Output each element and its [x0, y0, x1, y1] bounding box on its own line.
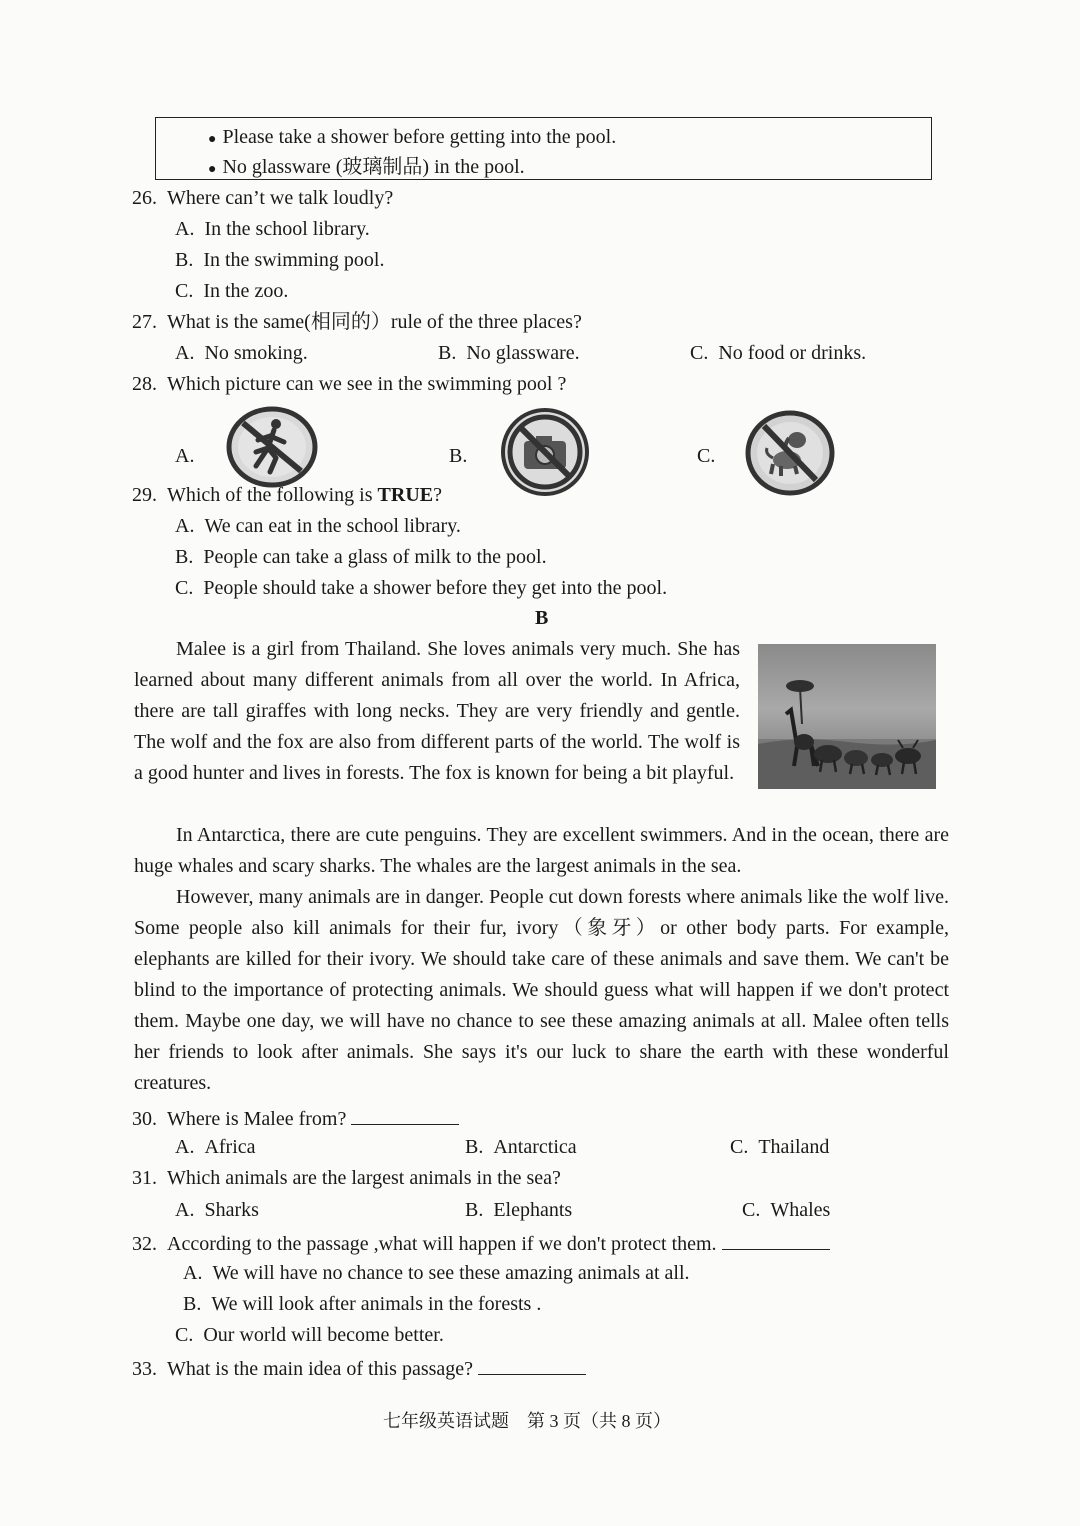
question-28: 28. Which picture can we see in the swimming pool ?	[132, 373, 567, 395]
option-26-a[interactable]: A. In the school library.	[175, 218, 370, 240]
no-dogs-icon[interactable]	[745, 410, 835, 502]
option-32-a[interactable]: A. We will have no chance to see these amazing animals at all.	[183, 1262, 690, 1284]
question-27: 27. What is the same(相同的）rule of the three places?	[132, 311, 582, 333]
bullet-icon: ●	[208, 162, 217, 177]
answer-blank-32[interactable]	[722, 1231, 830, 1250]
option-27-b[interactable]: B. No glassware.	[438, 342, 580, 364]
option-31-b[interactable]: B. Elephants	[465, 1199, 573, 1221]
option-26-c[interactable]: C. In the zoo.	[175, 280, 289, 302]
question-31: 31. Which animals are the largest animals in the sea?	[132, 1167, 561, 1189]
option-32-c[interactable]: C. Our world will become better.	[175, 1324, 444, 1346]
option-26-b[interactable]: B. In the swimming pool.	[175, 249, 385, 271]
no-camera-icon[interactable]	[500, 407, 590, 503]
question-32: 32. According to the passage ,what will happen if we don't protect them.	[132, 1231, 830, 1254]
question-29: 29. Which of the following is TRUE?	[132, 484, 442, 506]
option-31-a[interactable]: A. Sharks	[175, 1199, 259, 1221]
savanna-animals-photo	[758, 644, 936, 789]
option-28-a-label[interactable]: A.	[175, 445, 195, 467]
option-28-b-label[interactable]: B.	[449, 445, 468, 467]
option-27-c[interactable]: C. No food or drinks.	[690, 342, 867, 364]
option-29-a[interactable]: A. We can eat in the school library.	[175, 515, 461, 537]
section-b-heading: B	[535, 607, 549, 629]
option-27-a[interactable]: A. No smoking.	[175, 342, 308, 364]
option-30-a[interactable]: A. Africa	[175, 1136, 256, 1158]
option-29-b[interactable]: B. People can take a glass of milk to the pool.	[175, 546, 547, 568]
question-30: 30. Where is Malee from?	[132, 1106, 459, 1129]
passage-paragraphs-2-3: In Antarctica, there are cute penguins. They are excellent swimmers. And in the ocean, there are huge whales and scary sharks. The whales are the largest animals in the sea. However, many animals are in danger. People cut down forests where animals like the wolf live. Some people also kill animals for their fur, ivory（象牙）or other body parts. For example, elephants are killed for their ivory. We should take care of these animals and save them. We can't be blind to the importance of protecting animals. We should guess what will happen if we don't protect them. Maybe one day, we will have no chance to see these amazing animals at all. Malee often tells her friends to look after animals. She says it's our luck to share the earth with these wonderful creatures.	[134, 824, 949, 1094]
no-running-icon[interactable]	[226, 406, 318, 494]
option-29-c[interactable]: C. People should take a shower before they get into the pool.	[175, 577, 668, 599]
rule-item: ● No glassware (玻璃制品) in the pool.	[208, 156, 525, 178]
rule-item: ● Please take a shower before getting into the pool.	[208, 126, 617, 148]
option-30-b[interactable]: B. Antarctica	[465, 1136, 577, 1158]
option-31-c[interactable]: C. Whales	[742, 1199, 831, 1221]
option-30-c[interactable]: C. Thailand	[730, 1136, 830, 1158]
page-footer: 七年级英语试题 第 3 页（共 8 页）	[383, 1411, 671, 1431]
option-32-b[interactable]: B. We will look after animals in the forests .	[183, 1293, 542, 1315]
passage-paragraph-1: Malee is a girl from Thailand. She loves animals very much. She has learned about many different animals from all over the world. In Africa, there are tall giraffes with long necks. They are very friendly and gentle. The wolf and the fox are also from different parts of the world. The wolf is a good hunter and lives in forests. The fox is known for being a bit playful.	[134, 638, 740, 784]
answer-blank-33[interactable]	[478, 1356, 586, 1375]
bullet-icon: ●	[208, 132, 217, 147]
answer-blank-30[interactable]	[351, 1106, 459, 1125]
question-33: 33. What is the main idea of this passage?	[132, 1356, 586, 1379]
option-28-c-label[interactable]: C.	[697, 445, 716, 467]
question-26: 26. Where can’t we talk loudly?	[132, 187, 394, 209]
